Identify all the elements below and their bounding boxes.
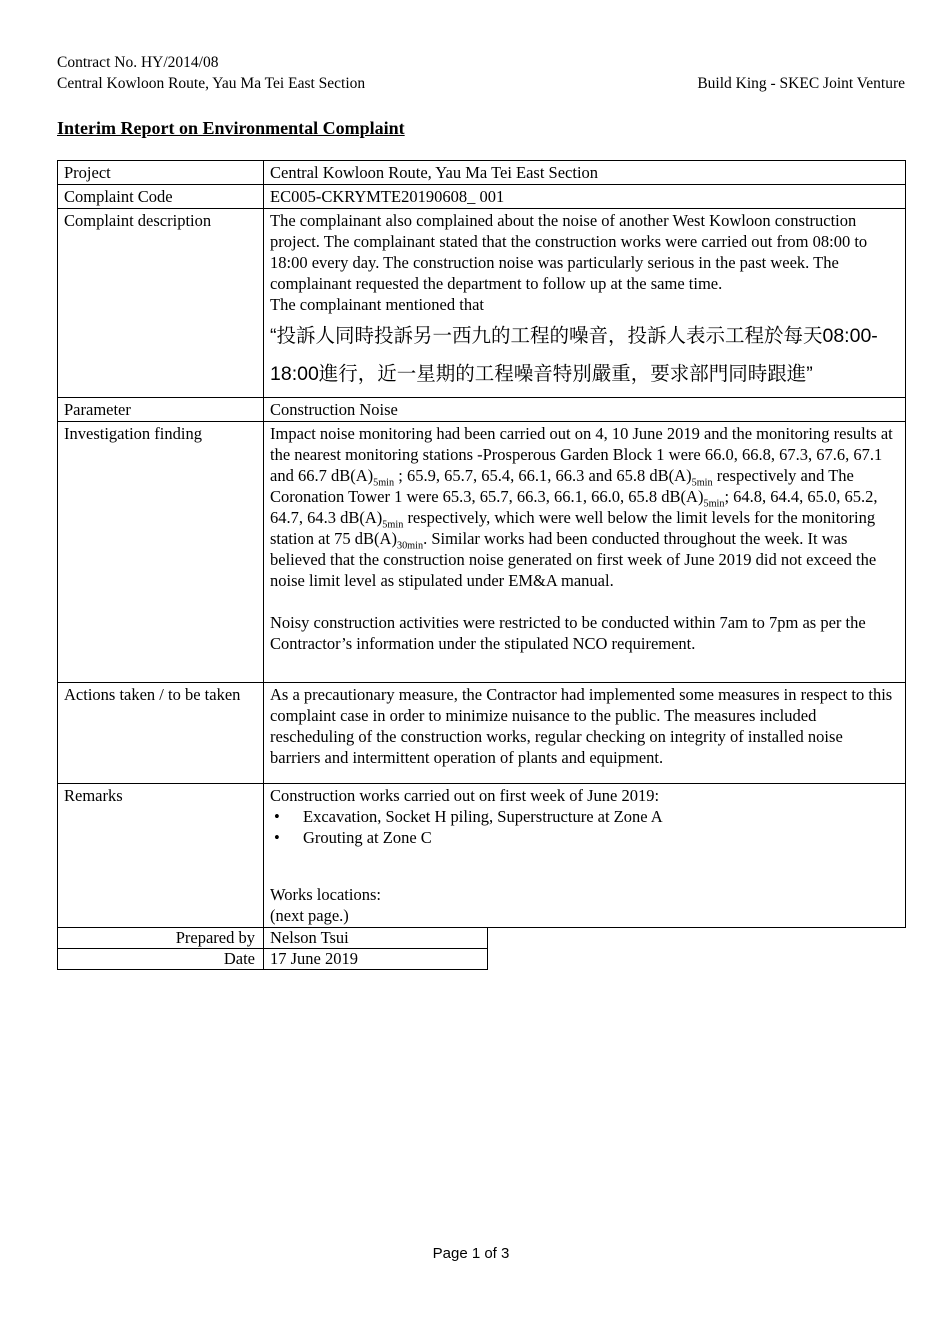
- prepared-by-label: Prepared by: [58, 928, 264, 949]
- contract-section: Central Kowloon Route, Yau Ma Tei East Section: [57, 75, 366, 92]
- table-row-investigation-finding: [58, 422, 906, 683]
- table-row-remarks: [58, 784, 906, 928]
- investigation-finding-value: [264, 422, 906, 683]
- prepared-by-value: Nelson Tsui: [264, 928, 488, 949]
- investigation-finding-para2: Noisy construction activities were restricted to be conducted within 7am to 7pm as per the Contractor’s information under the stipulated NCO requirement.: [270, 613, 866, 653]
- remarks-bullet-2-text: Grouting at Zone C: [303, 828, 432, 847]
- actions-taken-label: Actions taken / to be taken: [58, 683, 264, 784]
- remarks-intro: Construction works carried out on first week of June 2019:: [270, 786, 660, 805]
- remarks-bullet-2: [270, 827, 897, 848]
- investigation-finding-label: Investigation finding: [58, 422, 264, 683]
- table-row-parameter: [58, 398, 906, 422]
- complaint-description-para2: The complainant mentioned that: [270, 295, 484, 314]
- page-number: Page 1 of 3: [432, 1245, 510, 1262]
- remarks-label: Remarks: [58, 784, 264, 928]
- project-label: Project: [58, 161, 264, 185]
- table-row-complaint-code: [58, 185, 906, 209]
- contract-number: Contract No. HY/2014/08: [57, 54, 219, 71]
- complaint-code-label: Complaint Code: [58, 185, 264, 209]
- date-label: Date: [58, 949, 264, 970]
- joint-venture-name: Build King - SKEC Joint Venture: [697, 75, 905, 92]
- remarks-bullet-1-text: Excavation, Socket H piling, Superstructure at Zone A: [303, 807, 663, 826]
- complaint-description-para1: The complainant also complained about the noise of another West Kowloon construction project. The complainant stated that the construction works were carried out from 08:00 to 18:00 every day. The construction noise was particularly serious in the past week. The complainant requested the department to follow up at the same time.: [270, 211, 868, 293]
- remarks-works-locations: Works locations:: [270, 885, 381, 904]
- table-row-project: [58, 161, 906, 185]
- table-row-date: [58, 949, 488, 970]
- remarks-next-page: (next page.): [270, 906, 349, 925]
- complaint-description-value: [264, 209, 906, 398]
- parameter-value: Construction Noise: [264, 398, 906, 422]
- complaint-description-label: Complaint description: [58, 209, 264, 398]
- parameter-label: Parameter: [58, 398, 264, 422]
- report-table: [57, 160, 906, 928]
- table-row-complaint-description: [58, 209, 906, 398]
- actions-taken-value: As a precautionary measure, the Contractor had implemented some measures in respect to this complaint case in order to minimize nuisance to the public. The measures included rescheduling of the construction works, regular checking on integrity of installed noise barriers and intermittent operation of plants and equipment.: [264, 683, 906, 784]
- header-left: [57, 52, 365, 94]
- table-row-prepared-by: [58, 928, 488, 949]
- bullet-icon: •: [274, 828, 280, 847]
- report-title: Interim Report on Environmental Complaint: [57, 118, 405, 138]
- complaint-code-value: EC005-CKRYMTE20190608_ 001: [264, 185, 906, 209]
- investigation-finding-para1: Impact noise monitoring had been carried out on 4, 10 June 2019 and the monitoring results at the nearest monitoring stations -Prosperous Garden Block 1 were 66.0, 66.8, 67.3, 67.6, 67.1 and 66.7 $dB(A)_{5min}$ ; 65.9, 65.7, 65.4, 66.1, 66.3 and 65.8 $dB(A)_{5min}$ respectively and The Coronation Tower 1 were 65.3, 65.7, 66.3, 66.1, 66.0, 65.8 $dB(A)_{5min}$; 64.8, 64.4, 65.0, 65.2, 64.7, 64.3 $dB(A)_{5min}$ respectively, which were well below the limit levels for the monitoring station at 75 $dB(A)_{30min}$. Similar works had been conducted throughout the week. It was believed that the construction noise generated on first week of June 2019 did not exceed the noise limit level as stipulated under EM&A manual.: [270, 424, 893, 590]
- complaint-description-chinese-quote: “投訴人同時投訴另一西九的工程的噪音，投訴人表示工程於每天08:00-18:00進行，近一星期的工程噪音特別嚴重，要求部門同時跟進”: [270, 325, 878, 385]
- table-row-actions-taken: [58, 683, 906, 784]
- remarks-bullet-1: [270, 806, 897, 827]
- document-header: [57, 52, 905, 94]
- signoff-table: [57, 927, 488, 970]
- bullet-icon: •: [274, 807, 280, 826]
- project-value: Central Kowloon Route, Yau Ma Tei East Section: [264, 161, 906, 185]
- date-value: 17 June 2019: [264, 949, 488, 970]
- remarks-value: [264, 784, 906, 928]
